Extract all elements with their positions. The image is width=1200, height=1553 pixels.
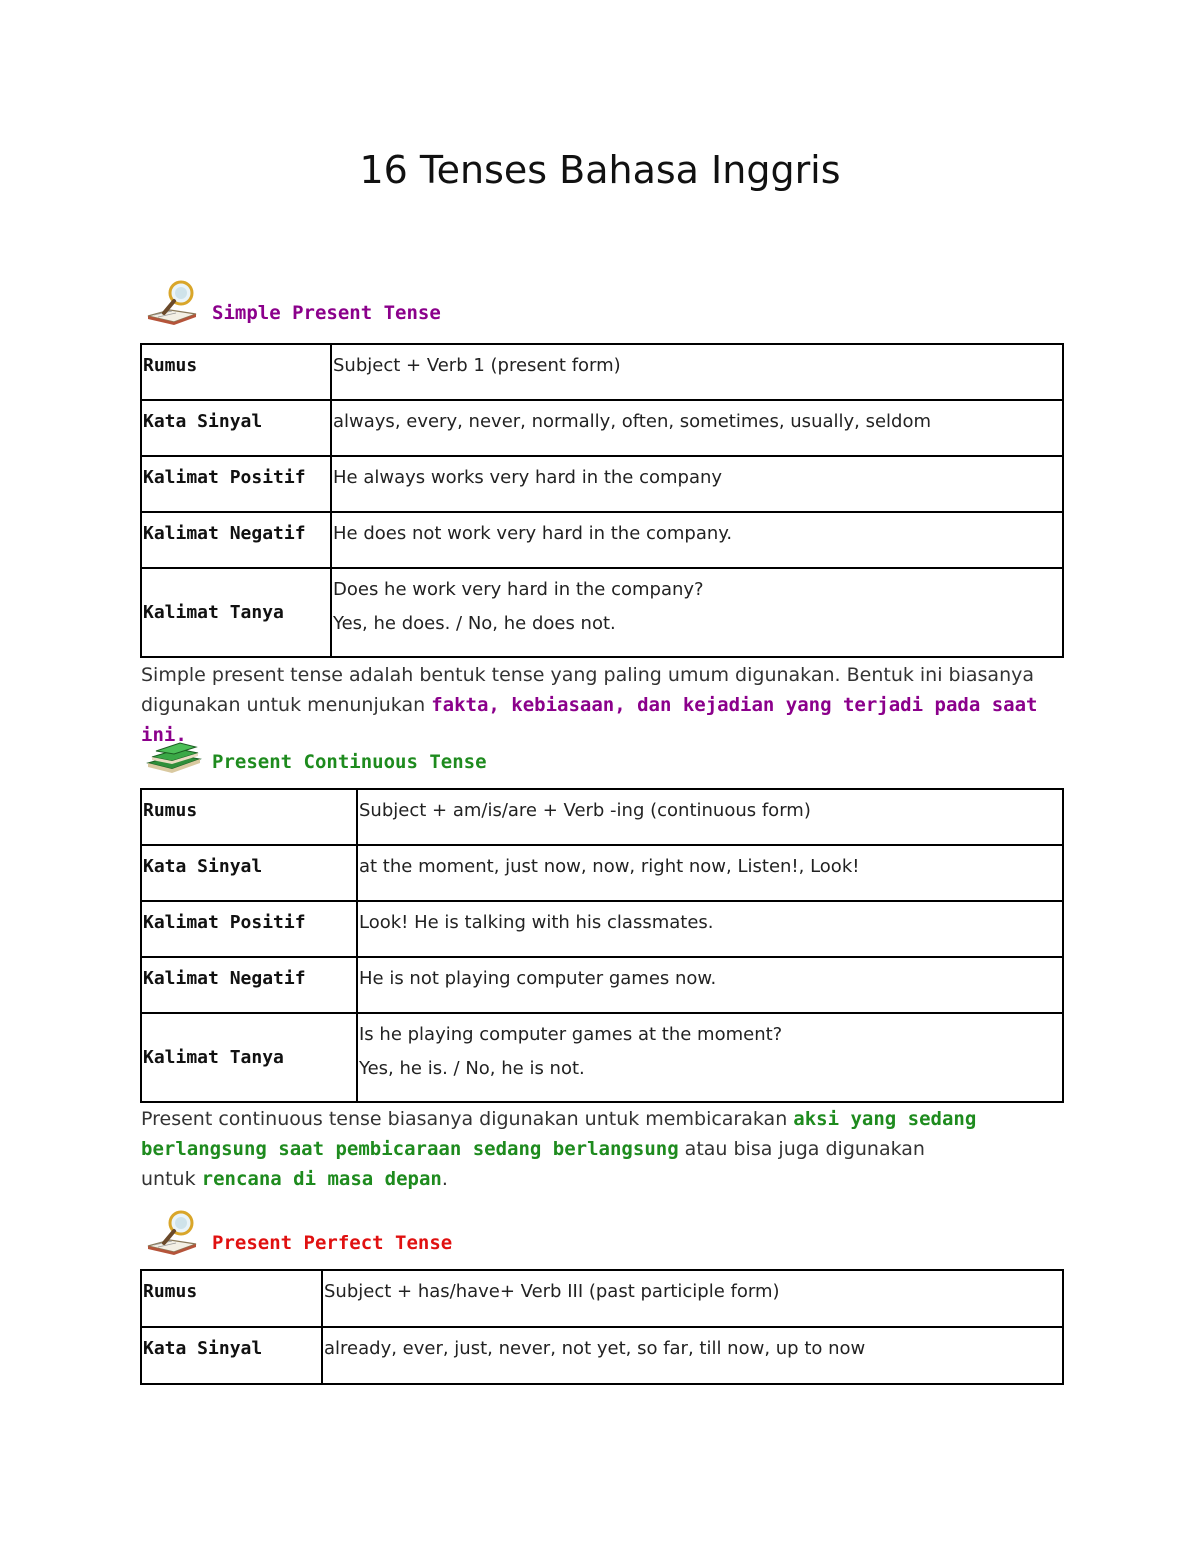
row-value: He is not playing computer games now. [357,957,1063,1013]
table-present-perfect [140,1269,1064,1385]
section-heading-simple-present [146,276,441,326]
row-value: Subject + has/have+ Verb III (past participle form) [322,1270,1063,1327]
section-title: Simple Present Tense [212,302,441,324]
row-label: Rumus [141,344,331,400]
row-value [357,1013,1063,1102]
row-label: Kalimat Positif [141,901,357,957]
table-row [141,957,1063,1013]
row-value: always, every, never, normally, often, sometimes, usually, seldom [331,400,1063,456]
table-row [141,1327,1063,1384]
table-row [141,456,1063,512]
section-heading-present-perfect [146,1206,452,1256]
book-magnifier-icon [146,1210,202,1256]
paragraph-highlight: rencana di masa depan [201,1168,442,1190]
row-label: Kata Sinyal [141,400,331,456]
row-label: Kalimat Tanya [141,568,331,657]
paragraph-highlight: berlangsung saat pembicaraan sedang berlangsung [141,1138,679,1160]
paragraph-highlight: aksi yang sedang [793,1108,977,1130]
paragraph-text: Present continuous tense biasanya digunakan untuk membicarakan [141,1108,794,1130]
paragraph-line [141,1164,1071,1194]
value-line: Is he playing computer games at the moment? [359,1024,783,1045]
section-title: Present Perfect Tense [212,1232,453,1254]
row-value [331,568,1063,657]
table-row [141,901,1063,957]
row-value: already, ever, just, never, not yet, so far, till now, up to now [322,1327,1063,1384]
green-books-icon [146,729,202,775]
row-value: Subject + am/is/are + Verb -ing (continuous form) [357,789,1063,845]
row-value: He always works very hard in the company [331,456,1063,512]
paragraph-text: untuk [141,1168,202,1190]
section-heading-present-continuous [146,725,487,775]
row-label: Kalimat Negatif [141,512,331,568]
paragraph-text: digunakan untuk menunjukan [141,694,432,716]
row-label: Kalimat Tanya [141,1013,357,1102]
row-value: Look! He is talking with his classmates. [357,901,1063,957]
row-label: Kalimat Positif [141,456,331,512]
row-label: Rumus [141,789,357,845]
paragraph-present-continuous [141,1104,1071,1194]
row-label: Kalimat Negatif [141,957,357,1013]
paragraph-line [141,1134,1071,1164]
table-row [141,1270,1063,1327]
table-row [141,568,1063,657]
value-line: Yes, he is. / No, he is not. [359,1058,585,1079]
table-row [141,344,1063,400]
row-label: Kata Sinyal [141,1327,322,1384]
table-simple-present [140,343,1064,658]
row-label: Kata Sinyal [141,845,357,901]
value-line: Does he work very hard in the company? [333,579,704,600]
table-row [141,400,1063,456]
section-title: Present Continuous Tense [212,751,487,773]
row-value: He does not work very hard in the company. [331,512,1063,568]
row-value: at the moment, just now, now, right now, Listen!, Look! [357,845,1063,901]
row-label: Rumus [141,1270,322,1327]
paragraph-text: . [441,1168,448,1190]
paragraph-text: atau bisa juga digunakan [678,1138,925,1160]
row-value: Subject + Verb 1 (present form) [331,344,1063,400]
table-row [141,845,1063,901]
page-title: 16 Tenses Bahasa Inggris [359,148,841,192]
value-line: Yes, he does. / No, he does not. [333,613,616,634]
table-present-continuous [140,788,1064,1103]
paragraph-line [141,1104,1071,1134]
paragraph-highlight: fakta, kebiasaan, dan kejadian yang terjadi pada saat ini. [141,694,1038,746]
table-row [141,1013,1063,1102]
table-row [141,512,1063,568]
table-row [141,789,1063,845]
book-magnifier-icon [146,280,202,326]
paragraph-line: Simple present tense adalah bentuk tense yang paling umum digunakan. Bentuk ini biasanya [141,664,1034,686]
